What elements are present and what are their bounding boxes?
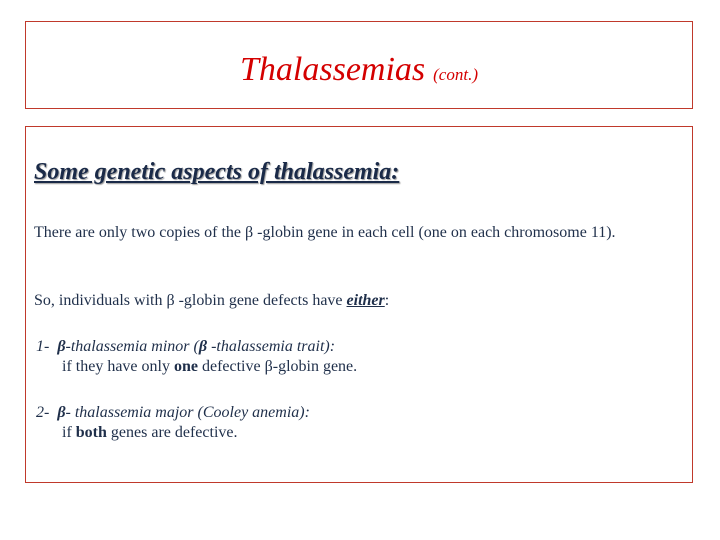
paragraph-gene-copies: There are only two copies of the β -globin gene in each cell (one on each chromosome 11). xyxy=(34,224,616,241)
desc-emphasis: both xyxy=(75,424,107,441)
list-item-minor-desc xyxy=(36,357,357,377)
list-item-minor-label xyxy=(36,337,357,357)
desc-suffix: genes are defective. xyxy=(106,424,238,441)
content-box xyxy=(25,126,693,483)
paragraph-either xyxy=(34,290,389,311)
paragraph-either-suffix: : xyxy=(384,292,390,309)
list-item-label-a: -thalassemia minor ( xyxy=(65,338,199,355)
list-item-number: 1- xyxy=(36,338,50,355)
desc-prefix: if they have only xyxy=(62,358,174,375)
slide-title xyxy=(26,51,692,89)
desc-prefix: if xyxy=(62,424,76,441)
list-item-label-a: - thalassemia major (Cooley anemia): xyxy=(65,404,310,421)
beta-symbol: β xyxy=(57,338,66,355)
title-box xyxy=(25,21,693,109)
beta-symbol: β xyxy=(198,338,208,355)
list-item-major-label xyxy=(36,403,310,423)
list-item-major xyxy=(36,403,310,443)
title-sub: (cont.) xyxy=(433,65,478,84)
list-item-label-b: -thalassemia trait): xyxy=(207,338,336,355)
list-item-number: 2- xyxy=(36,404,50,421)
desc-emphasis: one xyxy=(173,358,198,375)
paragraph-either-prefix: So, individuals with β -globin gene defects have xyxy=(34,292,347,309)
section-heading: Some genetic aspects of thalassemia: xyxy=(34,159,400,185)
title-main: Thalassemias xyxy=(240,51,426,88)
beta-symbol: β xyxy=(57,404,66,421)
list-item-major-desc xyxy=(36,423,310,443)
paragraph-either-emphasis: either xyxy=(346,292,385,309)
list-item-minor xyxy=(36,337,357,377)
desc-suffix: defective β-globin gene. xyxy=(197,358,358,375)
